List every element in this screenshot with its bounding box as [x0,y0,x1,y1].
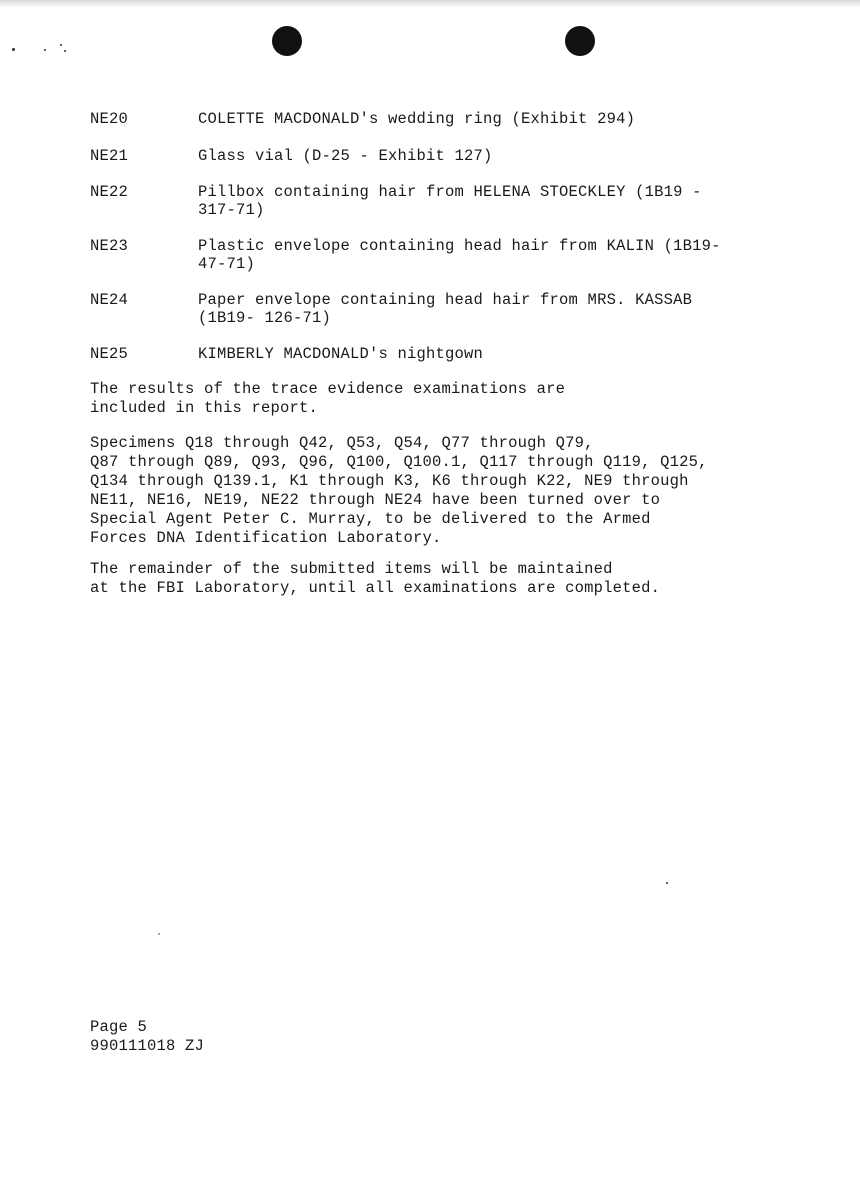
scan-speck [158,933,160,935]
evidence-item [90,237,770,273]
trace-results-paragraph: The results of the trace evidence examinations are included in this report. [90,380,566,417]
file-number: 990111018 ZJ [90,1037,205,1055]
punch-hole-left [272,26,302,56]
specimens-transfer-paragraph: Specimens Q18 through Q42, Q53, Q54, Q77 through Q79, Q87 through Q89, Q93, Q96, Q100, Q100.1, Q117 through Q119, Q125, Q134 through Q139.1, K1 through K3, K6 through K22, NE9 through NE11, NE16, NE19, NE22 through NE24 have been turned over to Special Agent Peter C. Murray, to be delivered to the Armed Forces DNA Identification Laboratory. [90,434,708,547]
evidence-id: NE24 [90,291,129,309]
scan-top-edge [0,0,860,8]
evidence-item [90,345,770,363]
evidence-id: NE21 [90,147,129,165]
evidence-description: Paper envelope containing head hair from MRS. KASSAB (1B19- 126-71) [198,291,693,327]
scan-speck [666,882,668,884]
evidence-description: Glass vial (D-25 - Exhibit 127) [198,147,493,165]
evidence-id: NE25 [90,345,129,363]
evidence-description: Pillbox containing hair from HELENA STOECKLEY (1B19 - 317-71) [198,183,702,219]
evidence-description: KIMBERLY MACDONALD's nightgown [198,345,484,363]
evidence-id: NE20 [90,110,129,128]
scan-speck [44,49,46,51]
page-footer [90,1018,204,1056]
evidence-description: COLETTE MACDONALD's wedding ring (Exhibit 294) [198,110,636,128]
page-number: Page 5 [90,1018,148,1036]
evidence-item [90,291,770,327]
remainder-paragraph: The remainder of the submitted items will be maintained at the FBI Laboratory, until all examinations are completed. [90,560,661,597]
scan-speck [60,44,62,46]
scan-speck [12,48,15,51]
evidence-item [90,183,770,219]
evidence-item [90,110,770,128]
punch-hole-right [565,26,595,56]
scan-speck [64,50,66,52]
evidence-list [90,110,770,363]
evidence-id: NE22 [90,183,129,201]
evidence-description: Plastic envelope containing head hair from KALIN (1B19- 47-71) [198,237,721,273]
evidence-item [90,147,770,165]
evidence-id: NE23 [90,237,129,255]
